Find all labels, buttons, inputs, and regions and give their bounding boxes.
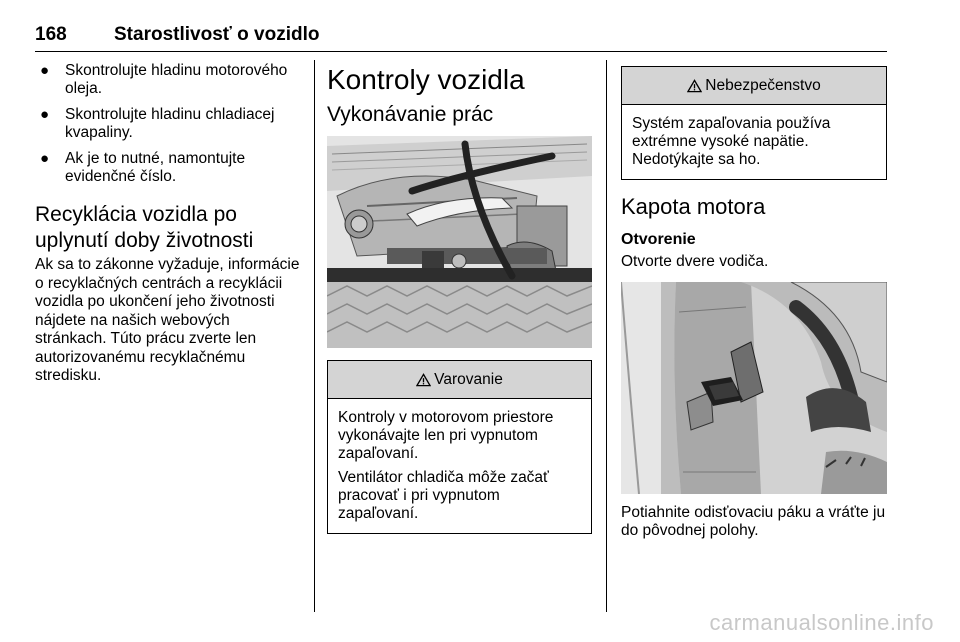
- column-divider: [314, 60, 315, 612]
- recycling-heading: Recyklácia vozidla po uplynutí doby životnosti: [35, 203, 254, 252]
- warning-header: [328, 361, 591, 399]
- hood-release-illustration: [621, 282, 887, 494]
- opening-text: Otvorte dvere vodiča.: [621, 253, 769, 270]
- list-item: [35, 150, 303, 186]
- warning-box: [327, 360, 592, 534]
- bullet-icon: ●: [40, 106, 50, 123]
- danger-body: [622, 105, 886, 179]
- danger-header: [622, 67, 886, 105]
- running-title: Starostlivosť o vozidlo: [114, 24, 320, 45]
- engine-bay-illustration: [327, 136, 592, 348]
- subsection-title: Vykonávanie prác: [327, 103, 494, 126]
- list-item: [35, 62, 303, 98]
- column-left: [35, 62, 303, 386]
- danger-box: [621, 66, 887, 180]
- opening-heading: Otvorenie: [621, 231, 696, 248]
- danger-paragraph: Systém zapaľovania používa extrémne vysoké napätie. Nedotýkajte sa ho.: [632, 115, 831, 168]
- check-list: [35, 62, 303, 186]
- bullet-icon: ●: [40, 150, 50, 167]
- column-right: [621, 62, 887, 541]
- page-header: [35, 24, 887, 52]
- warning-paragraph: Kontroly v motorovom priestore vykonávajte len pri vypnutom zapaľovaní.: [338, 409, 554, 462]
- list-item-text: Ak je to nutné, namontujte evidenčné číslo.: [65, 150, 246, 185]
- recycling-text: Ak sa to zákonne vyžaduje, informácie o recyklačných centrách a recyklácii vozidla po ukončení jeho životnosti nájdete na našich webových stránkach. Túto prácu zverte len autorizovanému recyklačnému stredisku.: [35, 256, 300, 384]
- hood-heading: Kapota motora: [621, 194, 766, 219]
- warning-paragraph: Ventilátor chladiča môže začať pracovať i pri vypnutom zapaľovaní.: [338, 469, 549, 522]
- warning-title: Varovanie: [434, 370, 503, 388]
- page-number: 168: [35, 24, 67, 45]
- list-item-text: Skontrolujte hladinu chladiacej kvapaliny.: [65, 106, 275, 141]
- figure-caption: Potiahnite odisťovaciu páku a vráťte ju do pôvodnej polohy.: [621, 503, 886, 539]
- column-middle: [327, 62, 592, 534]
- warning-body: [328, 399, 591, 533]
- column-divider: [606, 60, 607, 612]
- bullet-icon: ●: [40, 62, 50, 79]
- section-title: Kontroly vozidla: [327, 64, 525, 95]
- warning-triangle-icon: [687, 79, 702, 93]
- watermark: carmanualsonline.info: [709, 610, 934, 635]
- list-item-text: Skontrolujte hladinu motorového oleja.: [65, 62, 288, 97]
- warning-triangle-icon: [416, 373, 431, 387]
- list-item: [35, 106, 303, 142]
- danger-title: Nebezpečenstvo: [705, 76, 821, 94]
